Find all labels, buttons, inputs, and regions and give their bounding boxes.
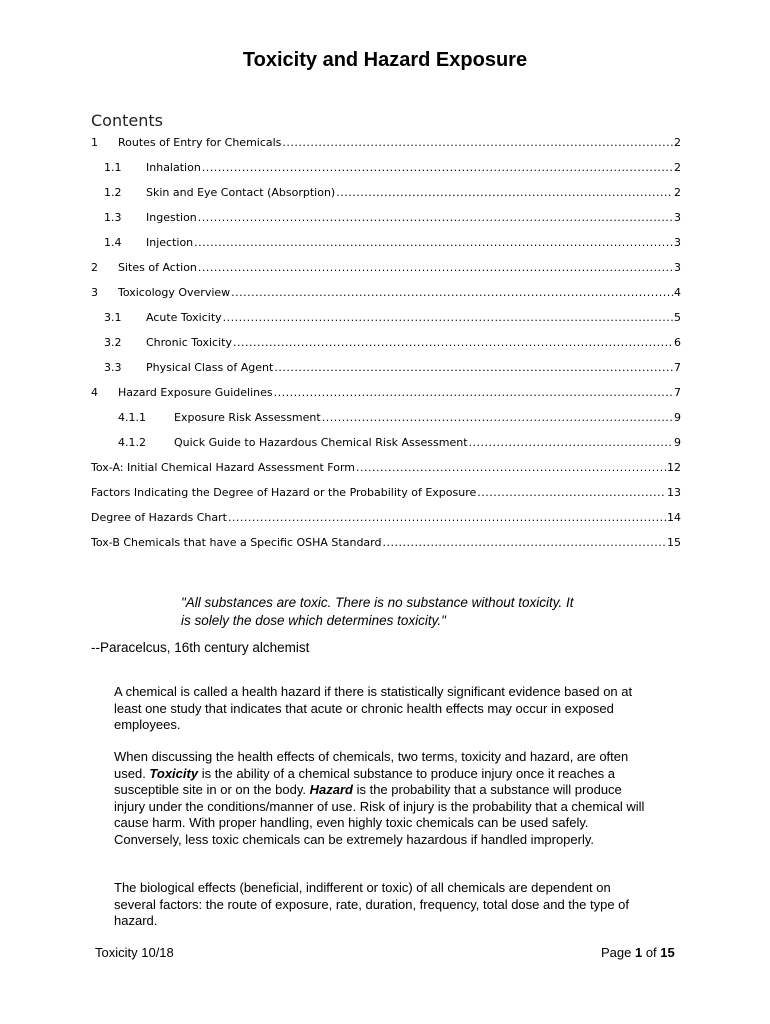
toc-entry-page: 13 [667,486,681,499]
body-paragraph-biological-effects: The biological effects (beneficial, indifferent or toxic) of all chemicals are dependent on several factors: the route of exposure, rate, duration, frequency, total dose and the type of hazard. [114,880,630,929]
toc-leader-dots [274,386,673,399]
term-toxicity: Toxicity [149,765,199,781]
quote-line: is solely the dose which determines toxicity." [181,613,446,628]
toc-entry-page: 9 [674,436,681,449]
contents-heading: Contents [91,111,163,130]
page-prefix: Page [601,945,635,960]
toc-entry[interactable] [91,311,681,329]
toc-leader-dots [356,461,666,474]
toc-entry[interactable] [91,236,681,254]
toc-entry[interactable] [91,436,681,454]
quote-attribution: --Paracelcus, 16th century alchemist [91,640,310,655]
toc-entry-label: Skin and Eye Contact (Absorption) [146,186,336,199]
toc-entry-page: 2 [674,186,681,199]
toc-entry-page: 3 [674,236,681,249]
footer-page-number [601,945,675,960]
toc-entry-number: 4.1.1 [118,411,146,424]
toc-leader-dots [194,236,673,249]
toc-leader-dots [282,136,673,149]
toc-entry-page: 14 [667,511,681,524]
toc-entry-number: 4 [91,386,98,399]
toc-leader-dots [228,511,666,524]
toc-entry-page: 3 [674,261,681,274]
toc-leader-dots [477,486,666,499]
toc-entry-page: 9 [674,411,681,424]
toc-entry[interactable] [91,261,681,279]
toc-entry-label: Hazard Exposure Guidelines [118,386,273,399]
term-hazard: Hazard [309,782,353,798]
toc-entry-number: 2 [91,261,98,274]
toc-entry[interactable] [91,286,681,304]
toc-entry[interactable] [91,411,681,429]
body-paragraph-toxicity-hazard [114,749,654,849]
toc-entry[interactable] [91,486,681,504]
page-total: 15 [660,945,675,960]
toc-leader-dots [336,186,673,199]
toc-leader-dots [202,161,673,174]
toc-entry-number: 3.2 [104,336,122,349]
toc-entry-number: 3.3 [104,361,122,374]
toc-entry-label: Ingestion [146,211,197,224]
toc-leader-dots [382,536,666,549]
text-run: is the ability of a chemical substance to produce injury once it reaches a susceptible site in or on the body. [114,765,616,798]
text-run: is the probability that a substance will produce injury under the conditions/manner of use. Risk of injury is the probability that a chemical will cause harm. With proper handling, even highly toxic chemicals can be used safely. Conversely, less toxic chemicals can be extremely hazardous if handled improperly. [114,782,645,847]
body-paragraph-health-hazard: A chemical is called a health hazard if there is statistically significant evidence based on at least one study that indicates that acute or chronic health effects may occur in exposed employees. [114,684,633,733]
toc-entry-label: Routes of Entry for Chemicals [118,136,282,149]
toc-entry-number: 3 [91,286,98,299]
toc-entry-number: 1 [91,136,98,149]
toc-entry-number: 1.4 [104,236,122,249]
toc-entry-page: 12 [667,461,681,474]
toc-entry-label: Sites of Action [118,261,197,274]
toc-entry-number: 1.1 [104,161,122,174]
toc-entry[interactable] [91,161,681,179]
toc-entry[interactable] [91,336,681,354]
toc-entry[interactable] [91,536,681,554]
toc-entry-page: 3 [674,211,681,224]
toc-entry-label: Injection [146,236,194,249]
toc-entry-page: 15 [667,536,681,549]
toc-entry-label: Exposure Risk Assessment [174,411,321,424]
toc-entry-number: 1.2 [104,186,122,199]
toc-entry-page: 7 [674,386,681,399]
toc-entry-number: 3.1 [104,311,122,324]
toc-leader-dots [231,286,673,299]
toc-entry-page: 4 [674,286,681,299]
toc-entry-label: Chronic Toxicity [146,336,232,349]
toc-leader-dots [233,336,673,349]
toc-entry-label: Quick Guide to Hazardous Chemical Risk Assessment [174,436,468,449]
toc-entry-label: Inhalation [146,161,201,174]
toc-entry-page: 7 [674,361,681,374]
toc-leader-dots [198,261,673,274]
document-title: Toxicity and Hazard Exposure [242,49,528,71]
toc-entry-label: Factors Indicating the Degree of Hazard or the Probability of Exposure [91,486,477,499]
text-run: When discussing the health effects of chemicals, two terms, toxicity and hazard, are often used. [114,749,629,781]
toc-entry[interactable] [91,186,681,204]
toc-entry-label: Toxicology Overview [118,286,231,299]
toc-entry[interactable] [91,136,681,154]
page-current: 1 [634,945,643,960]
toc-entry[interactable] [91,361,681,379]
toc-entry-page: 2 [674,161,681,174]
toc-entry-label: Physical Class of Agent [146,361,274,374]
footer-document-version: Toxicity 10/18 [95,945,174,960]
quote-line: "All substances are toxic. There is no substance without toxicity. It [181,595,574,610]
paracelsus-quote [181,594,611,630]
toc-entry-label: Acute Toxicity [146,311,222,324]
toc-entry-page: 6 [674,336,681,349]
toc-entry-label: Degree of Hazards Chart [91,511,227,524]
toc-entry-page: 5 [674,311,681,324]
toc-leader-dots [469,436,673,449]
toc-entry-number: 4.1.2 [118,436,146,449]
toc-entry[interactable] [91,511,681,529]
toc-entry-label: Tox-A: Initial Chemical Hazard Assessment Form [91,461,356,474]
toc-leader-dots [322,411,673,424]
toc-entry-label: Tox-B Chemicals that have a Specific OSHA Standard [91,536,382,549]
toc-leader-dots [223,311,673,324]
toc-entry[interactable] [91,211,681,229]
toc-entry-page: 2 [674,136,681,149]
toc-entry[interactable] [91,386,681,404]
page-of: of [642,945,661,960]
toc-leader-dots [198,211,673,224]
toc-entry-number: 1.3 [104,211,122,224]
toc-leader-dots [274,361,673,374]
toc-entry[interactable] [91,461,681,479]
